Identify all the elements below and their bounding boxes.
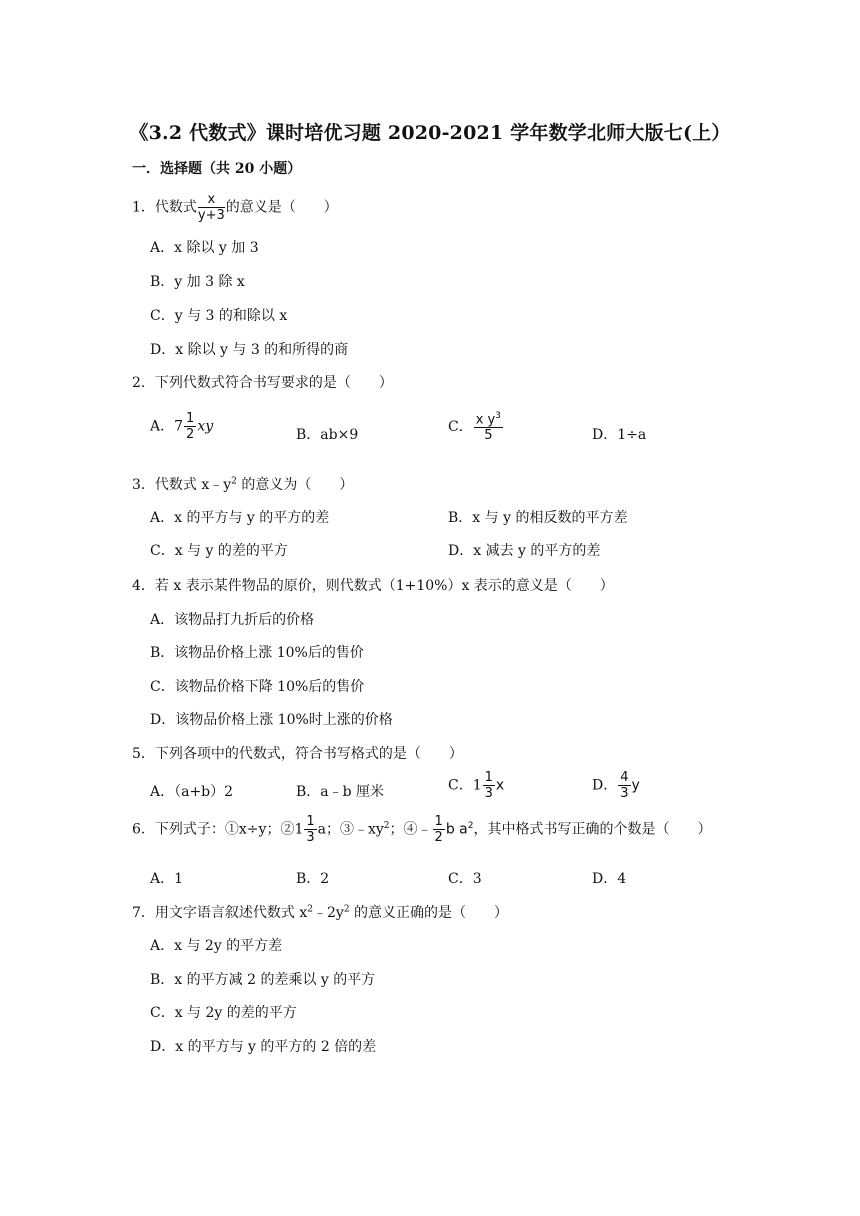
fraction-numerator: 1 [434,814,443,829]
fraction-denominator: 3 [620,786,629,801]
stem-text: 6．下列式子：①x÷y；②1 [132,821,304,838]
option-label: D． [592,777,618,794]
fraction-denominator: 5 [484,428,493,444]
question-number: 1． [132,199,155,216]
fraction-four-thirds [618,771,630,800]
question-stem-pre: 代数式 [154,199,197,216]
q2-option-b[interactable]: B．ab×9 [296,427,359,443]
fraction-denominator: 3 [484,786,493,801]
fraction-denominator: 2 [186,427,195,442]
stem-text: b a [445,821,468,838]
stem-text: ﹣2y [313,905,344,921]
q2-option-c[interactable] [448,412,504,442]
q6-option-d[interactable]: D．4 [592,871,627,887]
question-7 [132,902,508,922]
question-6 [132,815,711,844]
q1-option-d[interactable]: D．x 除以 y 与 3 的和所得的商 [150,342,349,358]
section-heading: 一．选择题（共 20 小题） [132,161,302,177]
exponent: 2 [467,820,474,831]
question-5: 5．下列各项中的代数式，符合书写格式的是（ ） [132,746,463,762]
q2-option-a[interactable] [150,412,213,441]
exponent: 2 [383,820,390,831]
fraction-x-over-y-plus-3 [198,193,225,222]
fraction-numerator: 1 [306,814,315,829]
fraction-numerator: x y [475,412,496,428]
stem-text: 7．用文字语言叙述代数式 x [132,905,308,921]
exponent: 2 [343,904,350,915]
fraction-one-third [483,771,495,800]
q7-option-a[interactable]: A．x 与 2y 的平方差 [150,938,283,954]
stem-text: 3．代数式 x﹣y [132,477,232,493]
q4-option-b[interactable]: B．该物品价格上涨 10%后的售价 [150,645,364,661]
q1-option-a[interactable]: A．x 除以 y 加 3 [150,240,259,256]
question-4: 4．若 x 表示某件物品的原价，则代数式（1+10%）x 表示的意义是（ ） [132,578,614,594]
mixed-number-int: 7 [174,418,184,435]
stem-text: 的意义正确的是（ ） [349,905,509,921]
option-label: C．1 [448,777,482,794]
q7-option-d[interactable]: D．x 的平方与 y 的平方的 2 倍的差 [150,1039,377,1055]
q3-option-b[interactable]: B．x 与 y 的相反数的平方差 [448,510,628,526]
q3-option-c[interactable]: C．x 与 y 的差的平方 [150,543,288,559]
fraction-denominator: 2 [434,830,443,845]
q4-option-d[interactable]: D．该物品价格上涨 10%时上涨的价格 [150,712,393,728]
fraction-one-half [184,412,196,441]
variable: xy [197,418,214,435]
q2-option-d[interactable]: D．1÷a [592,427,647,443]
q7-option-b[interactable]: B．x 的平方减 2 的差乘以 y 的平方 [150,972,376,988]
exponent: 2 [307,904,313,915]
option-label: A． [150,418,175,435]
fraction-denominator: y+3 [197,208,225,223]
q7-option-c[interactable]: C．x 与 2y 的差的平方 [150,1005,297,1021]
q6-option-a[interactable]: A．1 [150,871,184,887]
fraction-one-third [304,815,316,844]
fraction-numerator: 4 [620,770,629,785]
q4-option-c[interactable]: C．该物品价格下降 10%后的售价 [150,679,365,695]
document-title: 《3.2 代数式》课时培优习题 2020-2021 学年数学北师大版七(上） [129,122,731,144]
fraction-numerator: 1 [186,411,195,426]
q4-option-a[interactable]: A．该物品打九折后的价格 [150,612,315,628]
question-1 [132,193,338,222]
q5-option-d[interactable] [592,771,640,800]
question-3 [132,474,353,494]
fraction-denominator: 3 [306,830,315,845]
q6-option-b[interactable]: B．2 [296,871,330,887]
q5-option-b[interactable]: B．a﹣b 厘米 [296,784,385,800]
fraction-one-half [433,815,445,844]
fraction-numerator: 1 [484,770,493,785]
fraction-numerator: x [198,193,225,208]
q3-option-d[interactable]: D．x 减去 y 的平方的差 [448,543,601,559]
q1-option-c[interactable]: C．y 与 3 的和除以 x [150,308,288,324]
question-stem-post: 的意义是（ ） [225,199,338,216]
stem-text: a；③﹣xy [317,821,384,838]
exponent: 3 [495,411,501,421]
fraction-xy3-over-5 [474,412,503,442]
stem-text: 的意义为（ ） [236,477,354,493]
q6-option-c[interactable]: C．3 [448,871,482,887]
variable: x [495,777,505,794]
exponent: 2 [231,476,237,487]
q1-option-b[interactable]: B．y 加 3 除 x [150,274,245,290]
stem-text: ，其中格式书写正确的个数是（ ） [473,821,712,838]
variable: y [631,777,640,794]
q5-option-a[interactable]: A．（a+b）2 [150,784,234,800]
stem-text: ；④﹣ [389,821,432,838]
q5-option-c[interactable] [448,771,504,800]
option-label: C． [448,419,473,436]
question-2: 2．下列代数式符合书写要求的是（ ） [132,375,393,391]
q3-option-a[interactable]: A．x 的平方与 y 的平方的差 [150,510,330,526]
